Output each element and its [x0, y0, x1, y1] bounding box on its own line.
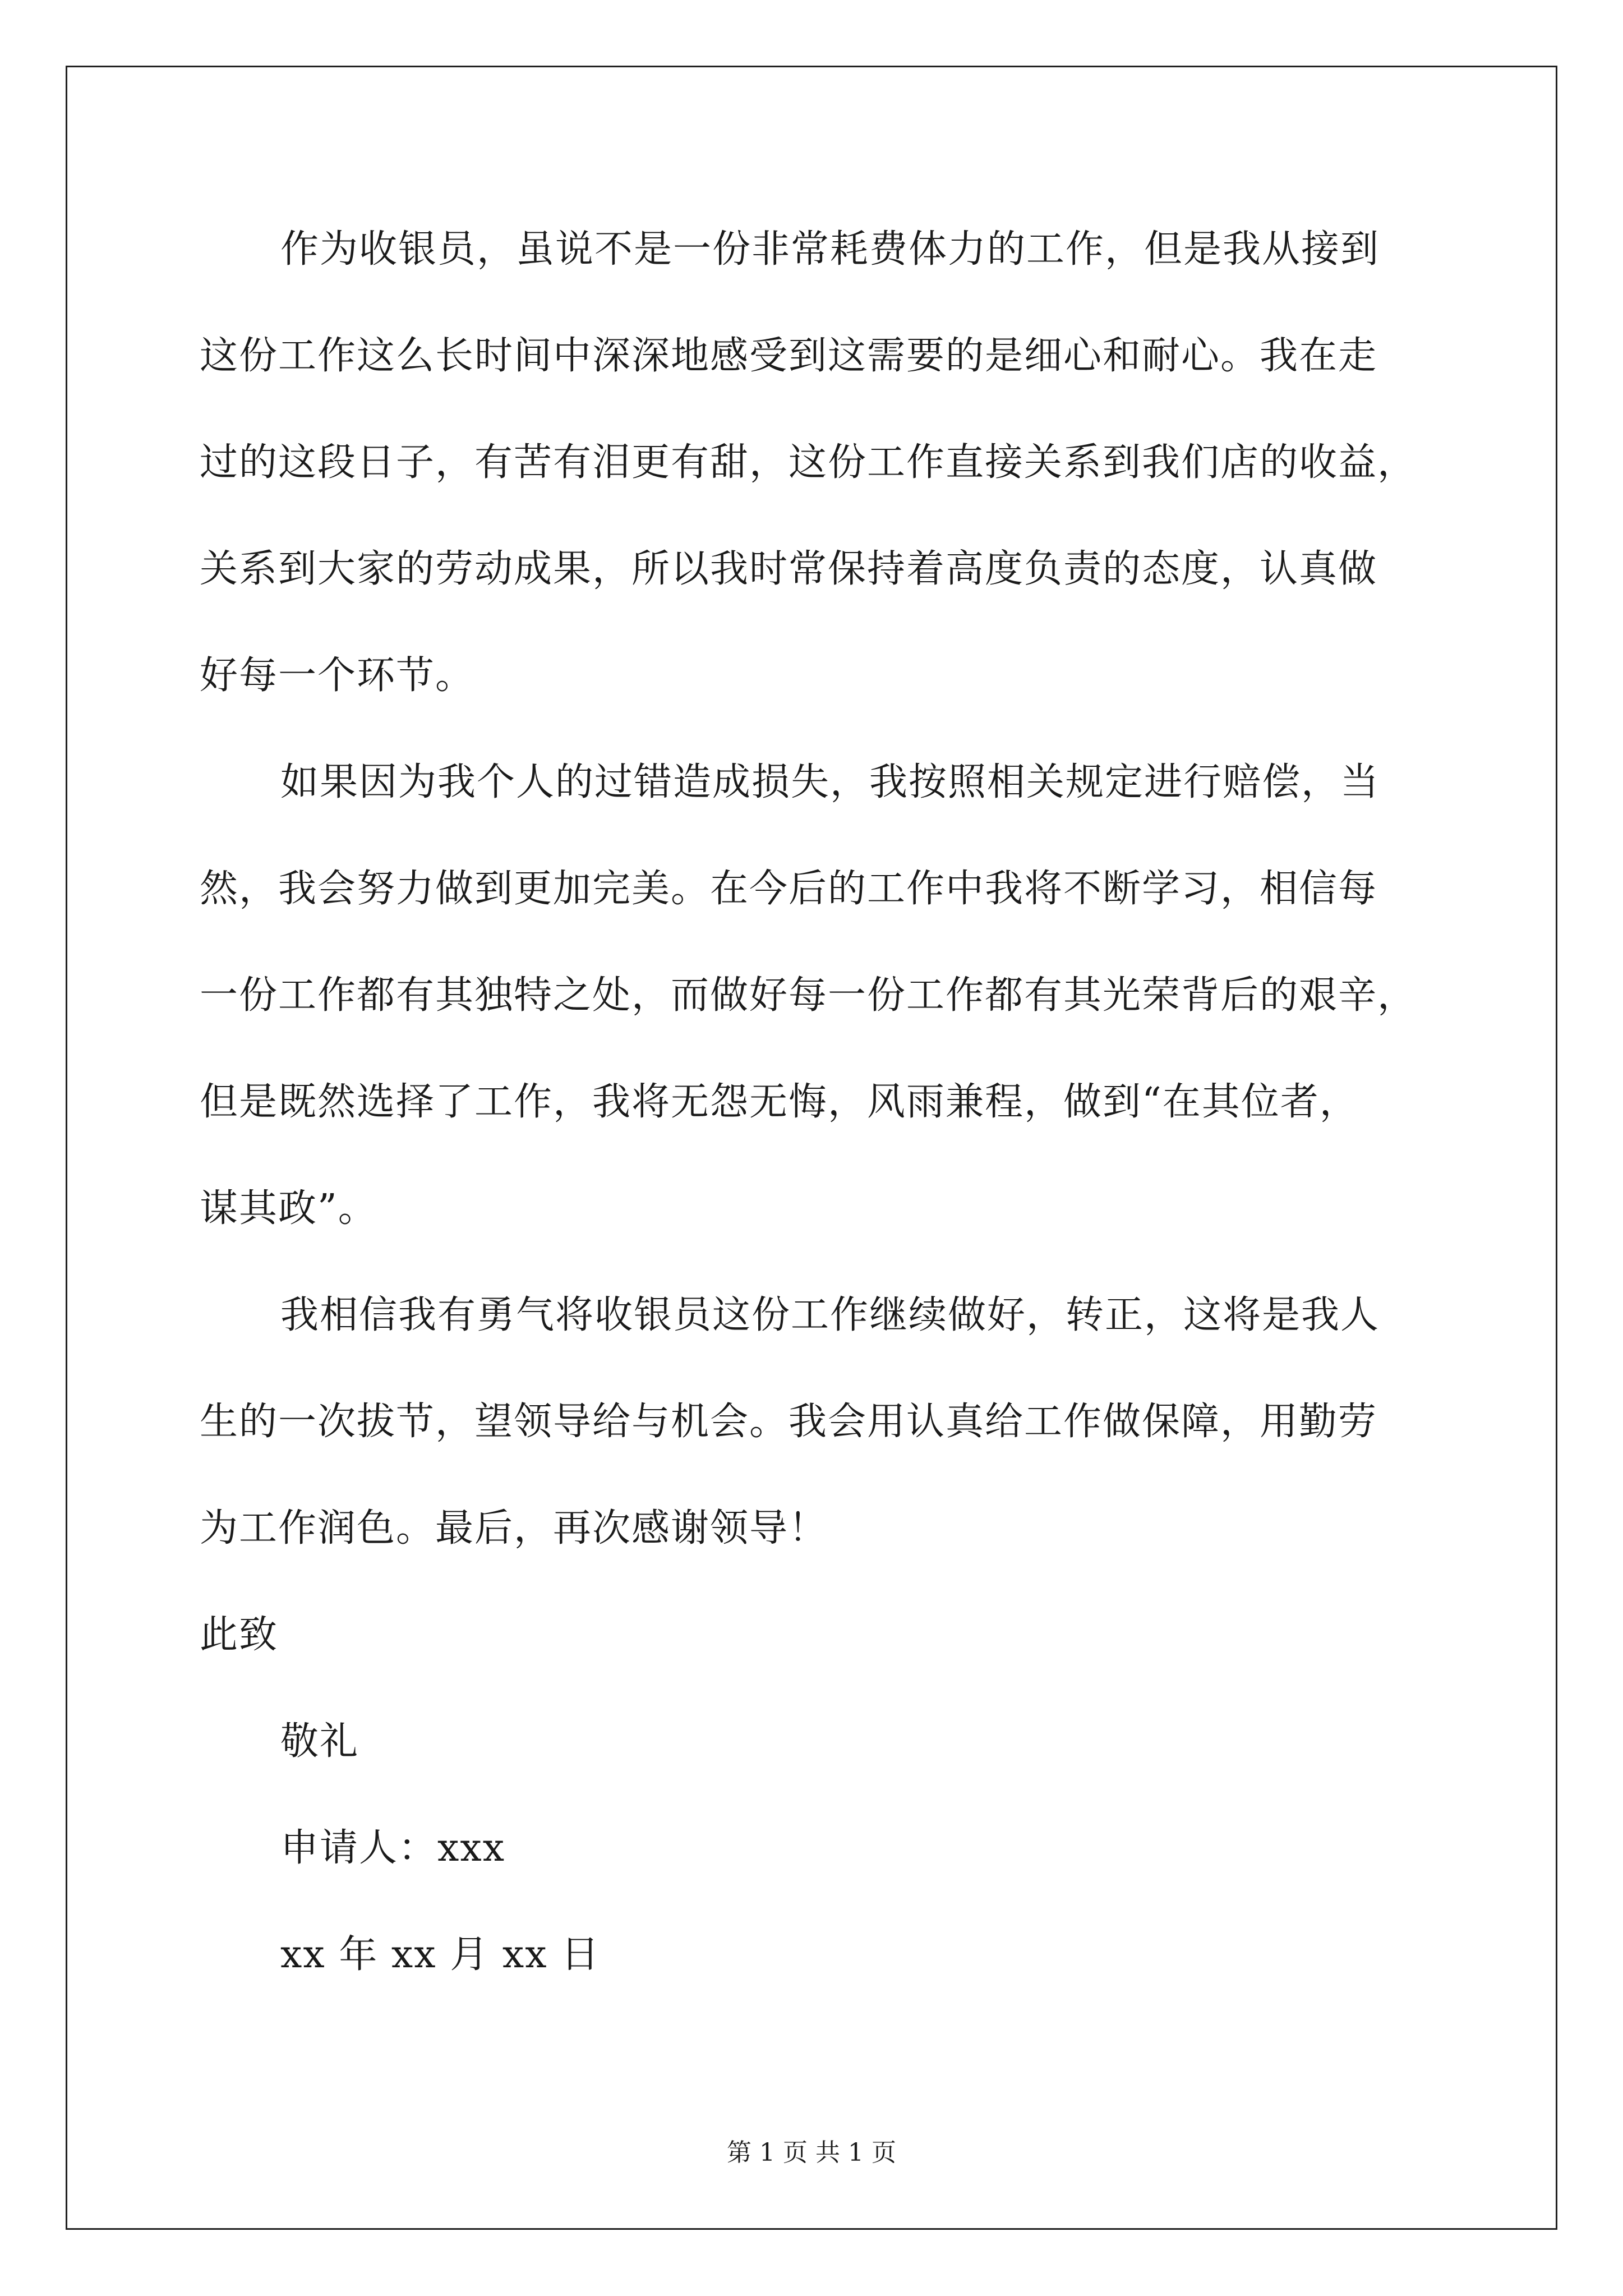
- page-footer: 第 1 页 共 1 页: [727, 2138, 896, 2167]
- paragraph-1-line-3: 过的这段日子，有苦有泪更有甜，这份工作直接关系到我们店的收益，: [200, 440, 1417, 485]
- paragraph-3-line-3: 为工作润色。最后，再次感谢领导！: [200, 1506, 828, 1550]
- page-border: [66, 66, 1557, 2230]
- paragraph-2-line-5: 谋其政”。: [200, 1186, 377, 1231]
- paragraph-3-line-2: 生的一次拔节，望领导给与机会。我会用认真给工作做保障，用勤劳: [200, 1400, 1378, 1444]
- paragraph-2-line-3: 一份工作都有其独特之处，而做好每一份工作都有其光荣背后的艰辛，: [200, 973, 1417, 1018]
- paragraph-1-line-4: 关系到大家的劳动成果，所以我时常保持着高度负责的态度，认真做: [200, 547, 1378, 591]
- paragraph-2-line-1: 如果因为我个人的过错造成损失，我按照相关规定进行赔偿，当: [280, 760, 1380, 804]
- paragraph-2-line-4: 但是既然选择了工作，我将无怨无悔，风雨兼程，做到“在其位者，: [200, 1080, 1359, 1124]
- paragraph-1-line-1: 作为收银员，虽说不是一份非常耗费体力的工作，但是我从接到: [280, 227, 1380, 272]
- paragraph-1-line-2: 这份工作这么长时间中深深地感受到这需要的是细心和耐心。我在走: [200, 334, 1378, 378]
- salute-text: 敬礼: [280, 1719, 359, 1764]
- paragraph-3-line-1: 我相信我有勇气将收银员这份工作继续做好，转正，这将是我人: [280, 1293, 1380, 1337]
- closing-text: 此致: [200, 1613, 279, 1657]
- paragraph-2-line-2: 然，我会努力做到更加完美。在今后的工作中我将不断学习，相信每: [200, 867, 1378, 911]
- applicant-line: 申请人：xxx: [280, 1826, 506, 1870]
- date-line: xx 年 xx 月 xx 日: [280, 1932, 601, 1977]
- paragraph-1-line-5: 好每一个环节。: [200, 654, 475, 698]
